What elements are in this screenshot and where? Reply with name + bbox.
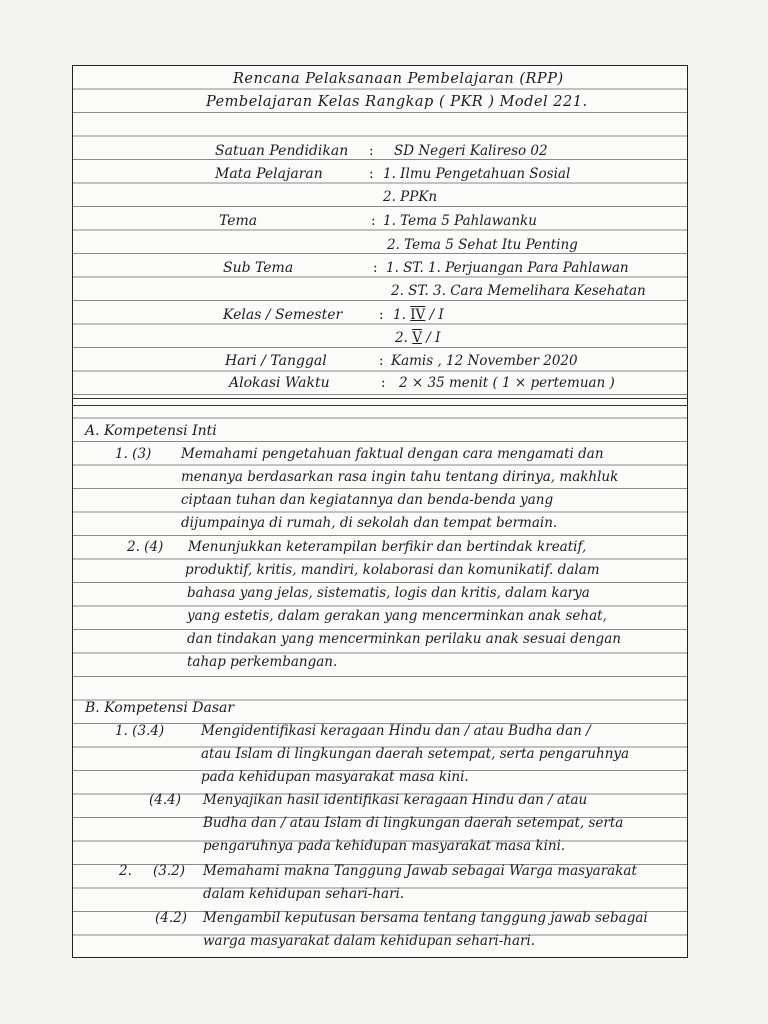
ki-heading: A. Kompetensi Inti [85,423,217,439]
tema-colon: : [371,213,376,229]
subtema-colon: : [373,260,378,276]
kd-heading: B. Kompetensi Dasar [85,700,235,716]
alokasi-colon: : [381,375,386,391]
mapel-item-1: 1. Ilmu Pengetahuan Sosial [383,166,571,182]
kd-1b-line-3: pengaruhnya pada kehidupan masyarakat masa kini. [203,838,566,854]
mapel-colon: : [369,166,374,182]
tema-item-1: 1. Tema 5 Pahlawanku [383,213,537,229]
satuan-value: SD Negeri Kalireso 02 [394,143,548,159]
kd-2b-line-1: Mengambil keputusan bersama tentang tanggung jawab sebagai [203,910,648,926]
kelas-label: Kelas / Semester [223,307,343,323]
alokasi-label: Alokasi Waktu [229,375,330,391]
ki-2-line-6: tahap perkembangan. [187,654,338,670]
kelas-colon: : [379,307,384,323]
mapel-label: Mata Pelajaran [215,166,323,182]
subtema-item-2: 2. ST. 3. Cara Memelihara Kesehatan [391,283,646,299]
kd-1-line-3: pada kehidupan masyarakat masa kini. [201,769,469,785]
ki-2-line-3: bahasa yang jelas, sistematis, logis dan kritis, dalam karya [187,585,590,601]
alokasi-value: 2 × 35 menit ( 1 × pertemuan ) [399,375,615,391]
ki-2-line-2: produktif, kritis, mandiri, kolaborasi dan komunikatif. dalam [185,562,600,578]
ki-1-line-2: menanya berdasarkan rasa ingin tahu tentang dirinya, makhluk [181,469,619,485]
ki-1-line-3: ciptaan tuhan dan kegiatannya dan benda-benda yang [181,492,554,508]
tema-label: Tema [219,213,258,229]
subtema-item-1: 1. ST. 1. Perjuangan Para Pahlawan [386,260,629,276]
kd-1-line-1: Mengidentifikasi keragaan Hindu dan / atau Budha dan / [201,723,591,739]
ki-1-number: 1. (3) [115,446,152,462]
ki-2-line-4: yang estetis, dalam gerakan yang mencerminkan anak sehat, [187,608,607,624]
kd-2-line-1: Memahami makna Tanggung Jawab sebagai Warga masyarakat [203,863,637,879]
kd-2-line-2: dalam kehidupan sehari-hari. [203,886,405,902]
ki-1-line-1: Memahami pengetahuan faktual dengan cara mengamati dan [181,446,604,462]
ki-1-line-4: dijumpainya di rumah, di sekolah dan tempat bermain. [181,515,558,531]
kelas-2-number: 2. [395,330,408,346]
hari-label: Hari / Tanggal [225,353,327,369]
page-subtitle: Pembelajaran Kelas Rangkap ( PKR ) Model 221. [206,94,588,110]
satuan-label: Satuan Pendidikan [215,143,349,159]
kd-2b-number: (4.2) [155,910,188,926]
kelas-1-number: 1. [393,307,406,323]
kd-1b-line-2: Budha dan / atau Islam di lingkungan daerah setempat, serta [203,815,624,831]
ki-2-number: 2. (4) [127,539,164,555]
section-divider-bottom [73,405,687,406]
lesson-plan-page [72,65,688,958]
ki-2-line-5: dan tindakan yang mencerminkan perilaku anak sesuai dengan [187,631,621,647]
kelas-1-class: IV [410,307,426,323]
hari-value: Kamis , 12 November 2020 [391,353,578,369]
kelas-1-semester: / I [429,307,444,323]
kd-1-number: 1. (3.4) [115,723,165,739]
kelas-item-1 [393,306,444,324]
tema-item-2: 2. Tema 5 Sehat Itu Penting [387,237,578,253]
kd-1b-line-1: Menyajikan hasil identifikasi keragaan Hindu dan / atau [203,792,588,808]
hari-colon: : [379,353,384,369]
kelas-item-2 [395,329,440,347]
kd-1b-number: (4.4) [149,792,182,808]
ki-2-line-1: Menunjukkan keterampilan berfikir dan bertindak kreatif, [188,539,587,555]
kelas-2-class: V [412,330,422,346]
kd-1-line-2: atau Islam di lingkungan daerah setempat, serta pengaruhnya [201,746,630,762]
kd-2b-line-2: warga masyarakat dalam kehidupan sehari-hari. [203,933,536,949]
kd-2-number: 2. [119,863,132,879]
kd-2-sub: (3.2) [153,863,186,879]
subtema-label: Sub Tema [223,260,294,276]
mapel-item-2: 2. PPKn [383,189,438,205]
page-title: Rencana Pelaksanaan Pembelajaran (RPP) [233,71,564,87]
satuan-colon: : [369,143,374,159]
kelas-2-semester: / I [426,330,441,346]
section-divider-top [73,398,687,399]
